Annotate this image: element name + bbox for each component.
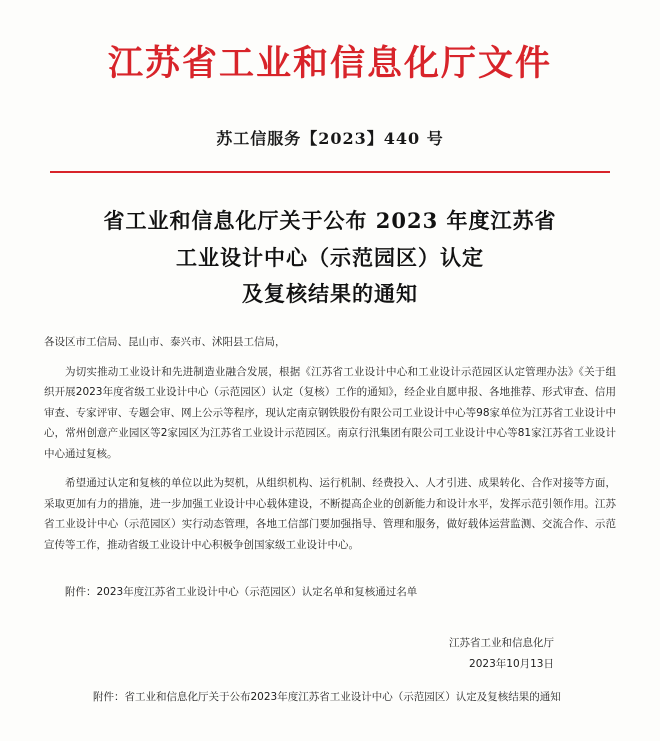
red-divider-rule: [50, 171, 610, 173]
page-title-line-2: 工业设计中心（示范园区）认定: [176, 244, 484, 270]
body-paragraph-2: 希望通过认定和复核的单位以此为契机，从组织机构、运行机制、经费投入、人才引进、成果转化、合作对接等方面，采取更加有力的措施，进一步加强工业设计中心载体建设，不断提高企业的创新能力和设计水平，发挥示范引领作用。江苏省工业设计中心（示范园区）实行动态管理，各地工信部门要加强指导、管理和服务，做好载体运营监测、交流合作、示范宣传等工作，推动省级工业设计中心积极争创国家级工业设计中心。: [44, 477, 616, 551]
attachment-line: 附件：2023年度江苏省工业设计中心（示范园区）认定名单和复核通过名单: [65, 586, 418, 599]
signature-date: 2023年10月13日: [469, 658, 554, 671]
signature-block: [28, 633, 632, 675]
salutation: 各设区市工信局、昆山市、泰兴市、沭阳县工信局，: [44, 336, 286, 348]
masthead-title: 江苏省工业和信息化厅文件: [107, 43, 552, 84]
page-title-line-3: 及复核结果的通知: [242, 281, 418, 307]
document-inner: [28, 0, 632, 741]
body-paragraph-1: 为切实推动工业设计和先进制造业融合发展，根据《江苏省工业设计中心和工业设计示范园区认定管理办法》《关于组织开展2023年度省级工业设计中心（示范园区）认定（复核）工作的通知》，经企业自愿申报、各地推荐、形式审查、信用审查、专家评审、专题会审、网上公示等程序，现认定南京钢铁股份有限公司工业设计中心等98家单位为江苏省工业设计中心，常州创意产业园区等2家园区为江苏省工业设计示范园区。南京行汛集团有限公司工业设计中心等81家江苏省工业设计中心通过复核。: [44, 365, 616, 460]
page-title-line-1: 省工业和信息化厅关于公布 2023 年度江苏省: [103, 207, 557, 233]
masthead: [28, 0, 632, 86]
document-body: [28, 333, 632, 555]
footer-note: 附件：省工业和信息化厅关于公布2023年度江苏省工业设计中心（示范园区）认定及复核结果的通知: [93, 691, 561, 704]
signature-organization: 江苏省工业和信息化厅: [449, 637, 554, 650]
document-number: 苏工信服务【2023】440 号: [216, 128, 444, 148]
document-title: [28, 203, 632, 313]
